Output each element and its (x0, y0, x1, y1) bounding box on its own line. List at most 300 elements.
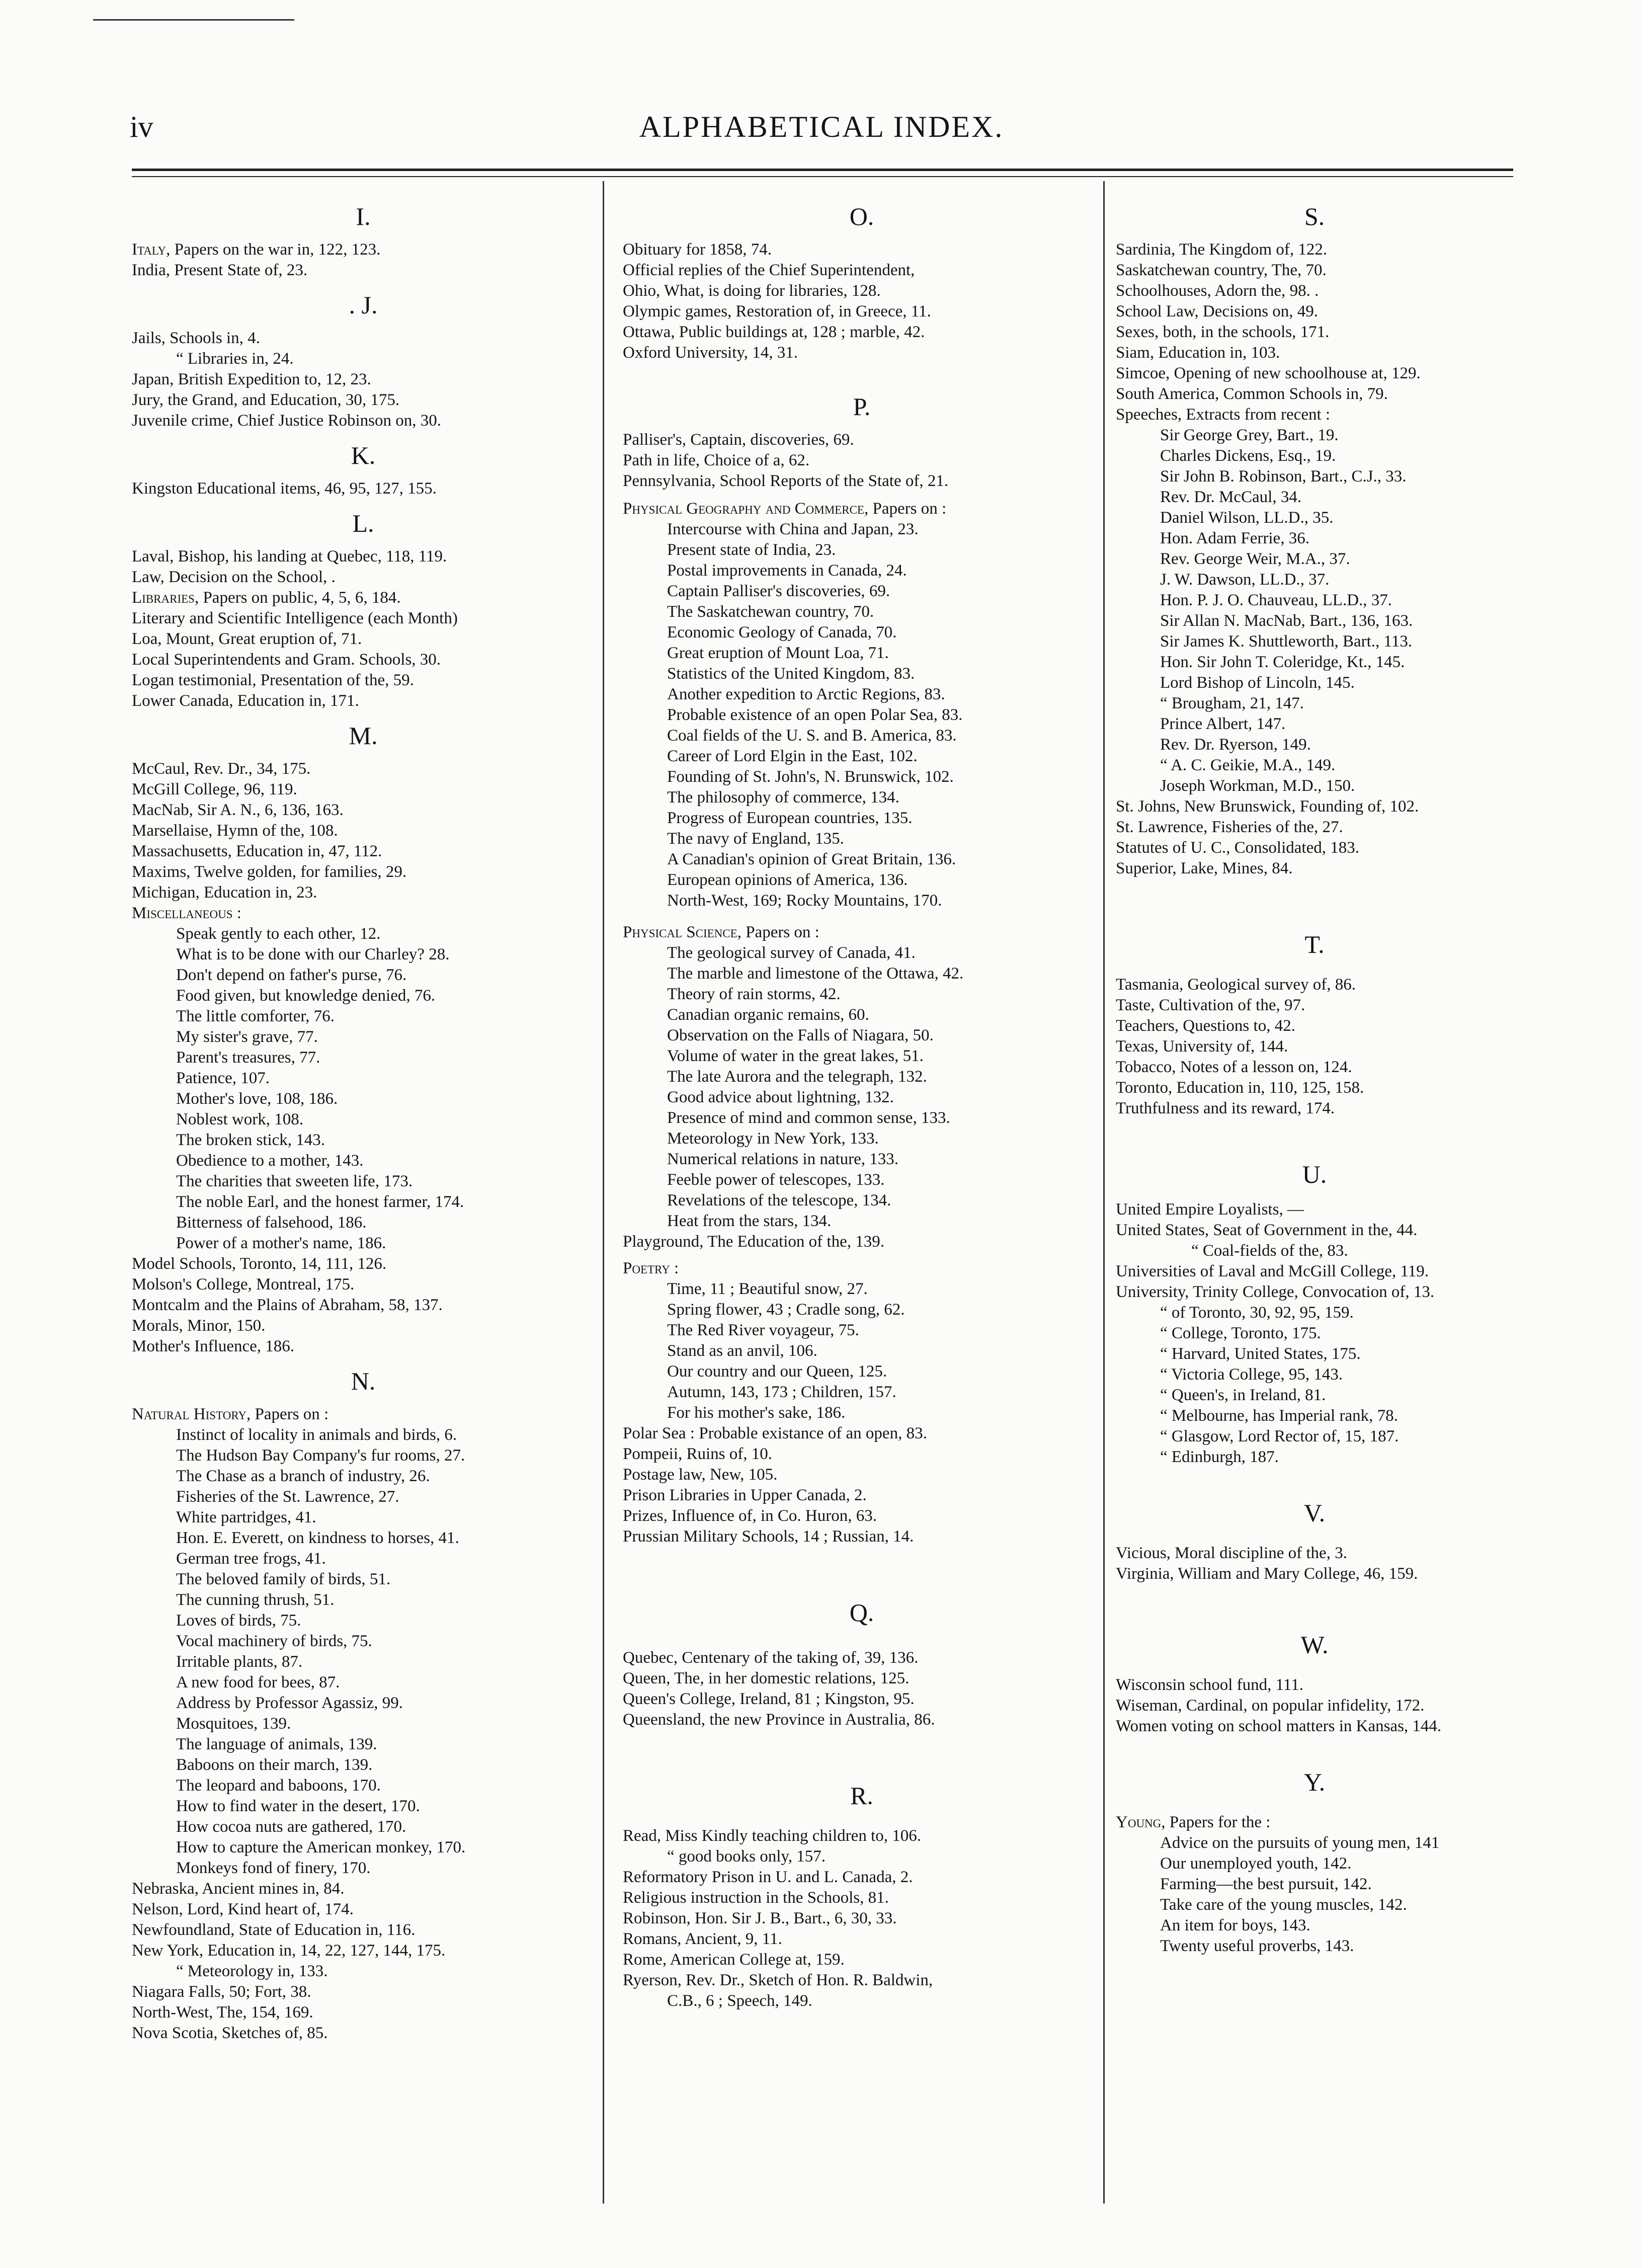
index-entry (1116, 1543, 1513, 1564)
entry-text: Intercourse with China and Japan, 23. (667, 520, 919, 538)
entry-text: Food given, but knowledge denied, 76. (176, 987, 436, 1005)
entry-heading: Italy, (132, 240, 171, 259)
index-entry (132, 903, 595, 924)
index-entry (623, 1423, 1101, 1444)
entry-text: The navy of England, 135. (667, 830, 844, 848)
index-entry (623, 1526, 1101, 1547)
entry-text: A new food for bees, 87. (176, 1673, 340, 1691)
index-entry (132, 1254, 595, 1274)
index-entry (623, 1067, 1101, 1087)
entry-text: The geological survey of Canada, 41. (667, 944, 916, 962)
entry-text: North-West, The, 154, 169. (132, 2003, 313, 2021)
index-entry (1116, 1447, 1513, 1468)
entry-text: The language of animals, 139. (176, 1735, 377, 1753)
index-entry (1116, 1426, 1513, 1447)
section-letter: V. (1303, 1499, 1326, 1527)
index-entry (1116, 260, 1513, 281)
index-entry (1116, 322, 1513, 343)
index-entry (1116, 1303, 1513, 1323)
index-entry (1116, 1057, 1513, 1078)
index-entry (1116, 1098, 1513, 1119)
section-letter: K. (351, 441, 376, 469)
index-entry (623, 1300, 1101, 1320)
entry-text: Hon. Adam Ferrie, 36. (1160, 529, 1309, 547)
index-entry (1116, 858, 1513, 879)
index-entry (1116, 1915, 1513, 1936)
index-entry (1116, 1220, 1513, 1241)
entry-text: Simcoe, Opening of new schoolhouse at, 129. (1116, 364, 1421, 382)
index-entry (623, 1211, 1101, 1232)
entry-text: Coal fields of the U. S. and B. America, 83. (667, 726, 957, 745)
entry-text: Irritable plants, 87. (176, 1653, 303, 1671)
index-entry (1116, 239, 1513, 260)
index-entry (1116, 404, 1513, 425)
index-entry (132, 1445, 595, 1466)
index-entry (623, 1258, 1101, 1279)
header-rule-thick (132, 169, 1513, 171)
index-entry (623, 1506, 1101, 1526)
index-entry (623, 1826, 1101, 1846)
entry-text: Canadian organic remains, 60. (667, 1006, 869, 1024)
index-entry (623, 239, 1101, 260)
index-entry (132, 779, 595, 800)
entry-text: Logan testimonial, Presentation of the, 59. (132, 671, 414, 689)
entry-text: Papers on public, 4, 5, 6, 184. (199, 589, 401, 607)
entry-text: St. Lawrence, Fisheries of the, 27. (1116, 818, 1343, 836)
index-entry (623, 499, 1101, 519)
entry-text: Meteorology in New York, 133. (667, 1129, 879, 1148)
entry-text: Texas, University of, 144. (1116, 1037, 1288, 1056)
entry-text: Nebraska, Ancient mines in, 84. (132, 1880, 345, 1898)
index-entry (132, 1817, 595, 1837)
entry-text: St. Johns, New Brunswick, Founding of, 102. (1116, 797, 1419, 816)
entry-text: Law, Decision on the School, . (132, 568, 336, 586)
entry-text: Michigan, Education in, 23. (132, 883, 317, 902)
index-entry (132, 841, 595, 862)
index-entry (132, 650, 595, 670)
entry-text: Nova Scotia, Sketches of, 85. (132, 2024, 328, 2042)
entry-text: North-West, 169; Rocky Mountains, 170. (667, 892, 942, 910)
entry-text: “ College, Toronto, 175. (1160, 1324, 1321, 1342)
entry-text: Power of a mother's name, 186. (176, 1234, 386, 1252)
entry-text: Women voting on school matters in Kansas, 144. (1116, 1717, 1442, 1735)
index-entry (1116, 1385, 1513, 1406)
entry-text: The marble and limestone of the Ottawa, 42. (667, 964, 964, 983)
index-entry (132, 1610, 595, 1631)
index-entry (132, 1899, 595, 1920)
entry-text: Newfoundland, State of Education in, 116. (132, 1921, 416, 1939)
entry-text: McGill College, 96, 119. (132, 780, 297, 798)
entry-text: The leopard and baboons, 170. (176, 1776, 381, 1795)
entry-text: Patience, 107. (176, 1069, 270, 1087)
index-entry (132, 1714, 595, 1734)
section-letter: . J. (349, 291, 378, 319)
index-entry (623, 664, 1101, 684)
entry-text: Sir George Grey, Bart., 19. (1160, 426, 1339, 444)
index-entry (132, 1590, 595, 1610)
entry-text: Postage law, New, 105. (623, 1466, 778, 1484)
entry-text: MacNab, Sir A. N., 6, 136, 163. (132, 801, 344, 819)
index-entry (1116, 570, 1513, 590)
entry-text: Twenty useful proverbs, 143. (1160, 1937, 1354, 1955)
index-entry (132, 1569, 595, 1590)
entry-heading: Natural History, (132, 1405, 251, 1423)
index-entry (132, 1487, 595, 1507)
index-entry (132, 1425, 595, 1445)
entry-text: Prison Libraries in Upper Canada, 2. (623, 1486, 867, 1504)
entry-text: New York, Education in, 14, 22, 127, 144, 175. (132, 1941, 446, 1960)
entry-text: Papers on : (868, 500, 947, 518)
index-entry (132, 1274, 595, 1295)
entry-text: Laval, Bishop, his landing at Quebec, 118, 119. (132, 547, 447, 565)
entry-text: Founding of St. John's, N. Brunswick, 102. (667, 768, 954, 786)
index-entry (623, 1149, 1101, 1170)
entry-text: The Chase as a branch of industry, 26. (176, 1467, 430, 1485)
entry-text: Polar Sea : Probable existance of an open, 83. (623, 1424, 927, 1442)
index-entry (623, 1382, 1101, 1403)
entry-text: Mother's Influence, 186. (132, 1337, 295, 1355)
entry-text: Ottawa, Public buildings at, 128 ; marble, 42. (623, 323, 925, 341)
entry-text: Papers on : (741, 923, 819, 941)
index-entry (132, 1837, 595, 1858)
entry-text: “ of Toronto, 30, 92, 95, 159. (1160, 1304, 1354, 1322)
entry-text: Religious instruction in the Schools, 81. (623, 1889, 889, 1907)
index-entry (132, 882, 595, 903)
entry-text: White partridges, 41. (176, 1508, 316, 1526)
index-entry (1116, 1695, 1513, 1716)
index-entry (1116, 508, 1513, 528)
index-entry (623, 1279, 1101, 1300)
index-entry (623, 343, 1101, 363)
index-entry (623, 984, 1101, 1005)
index-entry (1116, 1344, 1513, 1364)
index-entry (132, 1693, 595, 1714)
index-entry (1116, 631, 1513, 652)
entry-text: Career of Lord Elgin in the East, 102. (667, 747, 918, 765)
index-entry (623, 1991, 1101, 2011)
section-letter: S. (1304, 202, 1325, 230)
entry-text: Lower Canada, Education in, 171. (132, 692, 359, 710)
index-entry (623, 1170, 1101, 1190)
index-entry (132, 1212, 595, 1233)
entry-text: Instinct of locality in animals and birds, 6. (176, 1426, 457, 1444)
entry-text: Queensland, the new Province in Australia, 86. (623, 1711, 935, 1729)
index-entry (132, 986, 595, 1006)
index-entry (132, 328, 595, 349)
index-entry (623, 602, 1101, 622)
index-entry (623, 322, 1101, 343)
entry-text: German tree frogs, 41. (176, 1550, 326, 1568)
entry-text: Playground, The Education of the, 139. (623, 1233, 884, 1251)
entry-text: Teachers, Questions to, 42. (1116, 1017, 1295, 1035)
index-entry (623, 1710, 1101, 1730)
entry-text: Path in life, Choice of a, 62. (623, 451, 810, 469)
entry-text: Advice on the pursuits of young men, 141 (1160, 1834, 1440, 1852)
entry-text: Juvenile crime, Chief Justice Robinson on, 30. (132, 412, 441, 430)
index-entry (1116, 975, 1513, 995)
index-entry (1116, 693, 1513, 714)
entry-text: The little comforter, 76. (176, 1007, 335, 1025)
entry-text: The broken stick, 143. (176, 1131, 325, 1149)
entry-text: “ Harvard, United States, 175. (1160, 1345, 1361, 1363)
entry-text: Sir James K. Shuttleworth, Bart., 113. (1160, 632, 1413, 651)
index-entry (132, 862, 595, 882)
entry-text: “ Melbourne, has Imperial rank, 78. (1160, 1407, 1398, 1425)
index-entry (623, 890, 1101, 911)
index-entry (132, 1130, 595, 1151)
entry-text: Farming—the best pursuit, 142. (1160, 1875, 1372, 1893)
index-entry (623, 870, 1101, 890)
index-entry (623, 1361, 1101, 1382)
index-entry (132, 1549, 595, 1569)
entry-text: Marsellaise, Hymn of the, 108. (132, 822, 338, 840)
entry-text: Presence of mind and common sense, 133. (667, 1109, 950, 1127)
index-entry (132, 478, 595, 499)
entry-text: Hon. P. J. O. Chauveau, LL.D., 37. (1160, 591, 1392, 609)
index-entry (1116, 549, 1513, 570)
running-head: ALPHABETICAL INDEX. (639, 110, 1004, 143)
index-entry (132, 1528, 595, 1549)
entry-text: Vocal machinery of birds, 75. (176, 1632, 372, 1650)
entry-text: “ Coal-fields of the, 83. (1191, 1242, 1348, 1260)
index-entry (132, 1404, 595, 1425)
index-entry (623, 1668, 1101, 1689)
entry-text: Literary and Scientific Intelligence (each Month) (132, 609, 458, 627)
index-entry (132, 1920, 595, 1940)
index-column-1 (132, 186, 595, 2044)
column-divider-2 (1103, 181, 1105, 2204)
entry-text: “ Brougham, 21, 147. (1160, 694, 1304, 712)
section-letter: W. (1300, 1631, 1329, 1659)
entry-text: The noble Earl, and the honest farmer, 174. (176, 1193, 464, 1211)
entry-heading: Poetry : (623, 1259, 679, 1277)
index-entry (1116, 487, 1513, 508)
entry-text: Time, 11 ; Beautiful snow, 27. (667, 1280, 868, 1298)
entry-text: Noblest work, 108. (176, 1110, 303, 1128)
entry-text: Romans, Ancient, 9, 11. (623, 1930, 782, 1948)
entry-text: J. W. Dawson, LL.D., 37. (1160, 571, 1330, 589)
entry-text: Autumn, 143, 173 ; Children, 157. (667, 1383, 896, 1401)
entry-text: Economic Geology of Canada, 70. (667, 623, 897, 641)
index-entry (1116, 1036, 1513, 1057)
index-entry (132, 369, 595, 390)
index-entry (623, 1025, 1101, 1046)
entry-text: Numerical relations in nature, 133. (667, 1150, 899, 1168)
index-entry (623, 581, 1101, 602)
index-entry (132, 821, 595, 841)
index-entry (132, 1192, 595, 1212)
index-entry (1116, 1078, 1513, 1098)
index-entry (623, 1190, 1101, 1211)
entry-text: “ Glasgow, Lord Rector of, 15, 187. (1160, 1427, 1399, 1445)
entry-text: “ Queen's, in Ireland, 81. (1160, 1386, 1326, 1404)
index-entry (623, 746, 1101, 767)
entry-text: McCaul, Rev. Dr., 34, 175. (132, 760, 311, 778)
entry-text: Spring flower, 43 ; Cradle song, 62. (667, 1301, 905, 1319)
entry-text: Wisconsin school fund, 111. (1116, 1676, 1303, 1694)
index-entry (132, 1755, 595, 1775)
entry-text: Stand as an anvil, 106. (667, 1342, 817, 1360)
entry-text: “ Libraries in, 24. (176, 350, 294, 368)
entry-text: Universities of Laval and McGill College, 119. (1116, 1262, 1429, 1280)
index-entry (623, 260, 1101, 281)
entry-text: “ Edinburgh, 187. (1160, 1448, 1279, 1466)
entry-text: Virginia, William and Mary College, 46, 159. (1116, 1565, 1418, 1583)
index-entry (1116, 1199, 1513, 1220)
entry-text: Wiseman, Cardinal, on popular infidelity, 172. (1116, 1696, 1425, 1715)
entry-text: Queen's College, Ireland, 81 ; Kingston, 95. (623, 1690, 915, 1708)
index-entry (623, 622, 1101, 643)
entry-heading: Young, (1116, 1813, 1166, 1831)
index-entry (623, 1403, 1101, 1423)
index-entry (1116, 1261, 1513, 1282)
section-letter: I. (356, 202, 371, 230)
entry-text: The charities that sweeten life, 173. (176, 1172, 413, 1190)
section-letter: N. (351, 1367, 376, 1395)
index-entry (1116, 301, 1513, 322)
index-entry (623, 1087, 1101, 1108)
entry-text: The cunning thrush, 51. (176, 1591, 335, 1609)
index-entry (1116, 652, 1513, 673)
section-letter: P. (853, 392, 871, 421)
index-entry (623, 560, 1101, 581)
index-entry (132, 1047, 595, 1068)
index-entry (132, 411, 595, 431)
index-entry (1116, 1853, 1513, 1874)
entry-text: Loa, Mount, Great eruption of, 71. (132, 630, 362, 648)
index-entry (1116, 363, 1513, 384)
index-entry (1116, 1833, 1513, 1853)
index-entry (132, 2023, 595, 2044)
index-entry (132, 1631, 595, 1652)
index-entry (132, 1982, 595, 2002)
index-entry (623, 1320, 1101, 1341)
index-entry (132, 1316, 595, 1336)
entry-text: Statutes of U. C., Consolidated, 183. (1116, 839, 1359, 857)
index-entry (623, 1648, 1101, 1668)
index-entry (132, 588, 595, 608)
top-rule (93, 19, 294, 21)
entry-text: Japan, British Expedition to, 12, 23. (132, 370, 371, 388)
entry-text: United States, Seat of Government in the, 44. (1116, 1221, 1418, 1239)
entry-text: Olympic games, Restoration of, in Greece, 11. (623, 302, 931, 320)
index-entry (132, 546, 595, 567)
entry-text: University, Trinity College, Convocation of, 13. (1116, 1283, 1435, 1301)
entry-text: Lord Bishop of Lincoln, 145. (1160, 674, 1355, 692)
entry-text: The Hudson Bay Company's fur rooms, 27. (176, 1446, 465, 1465)
index-entry (623, 1232, 1101, 1252)
index-entry (132, 1879, 595, 1899)
entry-text: Ohio, What, is doing for libraries, 128. (623, 282, 881, 300)
index-entry (1116, 343, 1513, 363)
index-entry (1116, 1874, 1513, 1895)
entry-text: Montcalm and the Plains of Abraham, 58, 137. (132, 1296, 443, 1314)
entry-text: South America, Common Schools in, 79. (1116, 385, 1388, 403)
index-entry (1116, 1895, 1513, 1915)
index-entry (1116, 796, 1513, 817)
entry-text: Feeble power of telescopes, 133. (667, 1171, 885, 1189)
entry-text: Rev. Dr. Ryerson, 149. (1160, 736, 1311, 754)
index-entry (623, 471, 1101, 492)
entry-text: “ good books only, 157. (667, 1847, 826, 1866)
entry-text: An item for boys, 143. (1160, 1916, 1310, 1934)
entry-text: Speeches, Extracts from recent : (1116, 406, 1331, 424)
index-entry (1116, 776, 1513, 796)
index-entry (623, 787, 1101, 808)
entry-text: Progress of European countries, 135. (667, 809, 913, 827)
entry-text: Parent's treasures, 77. (176, 1048, 320, 1067)
entry-text: Great eruption of Mount Loa, 71. (667, 644, 889, 662)
index-entry (1116, 1675, 1513, 1695)
index-entry (1116, 1364, 1513, 1385)
index-entry (623, 1005, 1101, 1025)
index-entry (623, 849, 1101, 870)
entry-text: Pennsylvania, School Reports of the State of, 21. (623, 472, 949, 490)
index-entry (132, 691, 595, 711)
entry-text: Our unemployed youth, 142. (1160, 1854, 1352, 1873)
index-entry (623, 725, 1101, 746)
section-letter: M. (349, 721, 378, 750)
entry-text: Take care of the young muscles, 142. (1160, 1896, 1407, 1914)
index-entry (623, 1128, 1101, 1149)
index-entry (1116, 384, 1513, 404)
column-divider-1 (603, 181, 604, 2204)
entry-text: Our country and our Queen, 125. (667, 1362, 887, 1381)
entry-text: Mosquitoes, 139. (176, 1715, 291, 1733)
entry-text: Fisheries of the St. Lawrence, 27. (176, 1488, 399, 1506)
section-letter: L. (352, 509, 374, 537)
entry-text: Joseph Workman, M.D., 150. (1160, 777, 1355, 795)
entry-text: My sister's grave, 77. (176, 1028, 318, 1046)
index-entry (132, 1336, 595, 1357)
entry-heading: Miscellaneous : (132, 904, 241, 922)
index-entry (1116, 466, 1513, 487)
entry-heading: Libraries, (132, 589, 199, 607)
index-entry (623, 1465, 1101, 1485)
entry-text: Morals, Minor, 150. (132, 1317, 266, 1335)
index-entry (132, 567, 595, 588)
entry-text: Quebec, Centenary of the taking of, 39, 136. (623, 1649, 919, 1667)
index-entry (1116, 1241, 1513, 1261)
index-entry (1116, 838, 1513, 858)
index-entry (623, 829, 1101, 849)
index-entry (132, 239, 595, 260)
index-entry (623, 1485, 1101, 1506)
index-entry (132, 924, 595, 944)
entry-text: A Canadian's opinion of Great Britain, 136. (667, 850, 956, 868)
entry-text: Revelations of the telescope, 134. (667, 1191, 891, 1209)
index-column-3 (1116, 186, 1513, 1957)
index-entry (132, 944, 595, 965)
entry-text: Don't depend on father's purse, 76. (176, 966, 407, 984)
index-entry (1116, 1406, 1513, 1426)
entry-text: Niagara Falls, 50; Fort, 38. (132, 1983, 311, 2001)
entry-heading: Physical Geography and Commerce, (623, 500, 869, 518)
index-entry (1116, 1323, 1513, 1344)
entry-text: Hon. Sir John T. Coleridge, Kt., 145. (1160, 653, 1405, 671)
section-letter: T. (1304, 930, 1325, 958)
entry-text: Papers on the war in, 122, 123. (170, 240, 381, 259)
index-entry (623, 519, 1101, 540)
index-entry (132, 1068, 595, 1089)
entry-heading: Physical Science, (623, 923, 742, 941)
entry-text: Papers for the : (1165, 1813, 1271, 1831)
index-entry (132, 670, 595, 691)
entry-text: How cocoa nuts are gathered, 170. (176, 1818, 406, 1836)
entry-text: Sardinia, The Kingdom of, 122. (1116, 240, 1328, 259)
index-entry (623, 301, 1101, 322)
index-entry (623, 767, 1101, 787)
